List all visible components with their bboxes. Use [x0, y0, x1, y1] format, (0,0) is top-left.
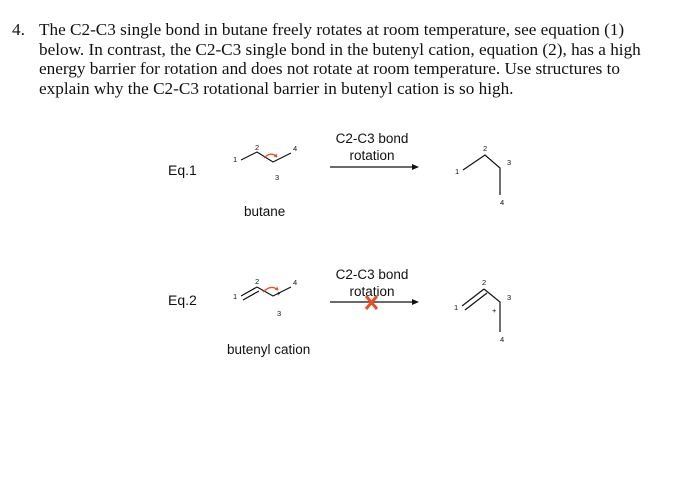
eq1-label: Eq.1 [168, 162, 197, 178]
question-line-3: energy barrier for rotation and does not rotate at room temperature. Use structures to [39, 59, 620, 79]
eq1-atom-1: 1 [233, 155, 238, 164]
eq2-atom-2: 2 [255, 277, 260, 286]
eq1-reaction-arrow [330, 162, 420, 172]
eq1-rot-atom-2: 2 [483, 144, 488, 153]
eq1-rot-atom-3: 3 [507, 158, 512, 167]
butenyl-cation-structure [225, 272, 305, 322]
eq2-rot-atom-1: 1 [454, 303, 459, 312]
eq1-rot-atom-4: 4 [500, 198, 505, 207]
eq2-atom-1: 1 [233, 292, 238, 301]
eq2-label: Eq.2 [168, 292, 197, 308]
eq1-arrow-line-1: C2-C3 bond [335, 131, 409, 146]
butane-structure [225, 140, 305, 190]
eq1-atom-3: 3 [275, 173, 280, 182]
eq2-arrow-line-1: C2-C3 bond [335, 267, 409, 282]
eq2-rot-atom-3: 3 [507, 293, 512, 302]
question-number: 4. [12, 20, 25, 39]
question-line-1: The C2-C3 single bond in butane freely rotates at room temperature, see equation (1) [39, 20, 625, 39]
eq2-atom-3: 3 [277, 309, 282, 318]
eq2-rot-atom-4: 4 [500, 335, 505, 344]
eq1-rot-atom-1: 1 [455, 167, 460, 176]
eq2-atom-4: 4 [293, 278, 298, 287]
eq2-blocked-arrow [330, 294, 430, 314]
eq2-charge: + [276, 289, 281, 298]
question-line-4: explain why the C2-C3 rotational barrier in butenyl cation is so high. [39, 78, 514, 98]
eq1-arrow-label [322, 130, 422, 164]
butenyl-rotated-structure [450, 272, 520, 347]
butenyl-cation-caption: butenyl cation [227, 342, 311, 357]
eq2-arrow-line-2: rotation [349, 284, 395, 299]
eq2-rot-charge: + [492, 306, 497, 315]
eq2-rot-atom-2: 2 [482, 278, 487, 287]
question-line-2: below. In contrast, the C2-C3 single bond in the butenyl cation, equation (2), has a high [39, 39, 641, 59]
butane-caption: butane [244, 204, 286, 219]
eq1-atom-2: 2 [255, 143, 260, 152]
eq1-atom-4: 4 [293, 144, 298, 153]
eq1-arrow-line-2: rotation [349, 148, 395, 163]
butane-rotated-structure [450, 140, 520, 210]
